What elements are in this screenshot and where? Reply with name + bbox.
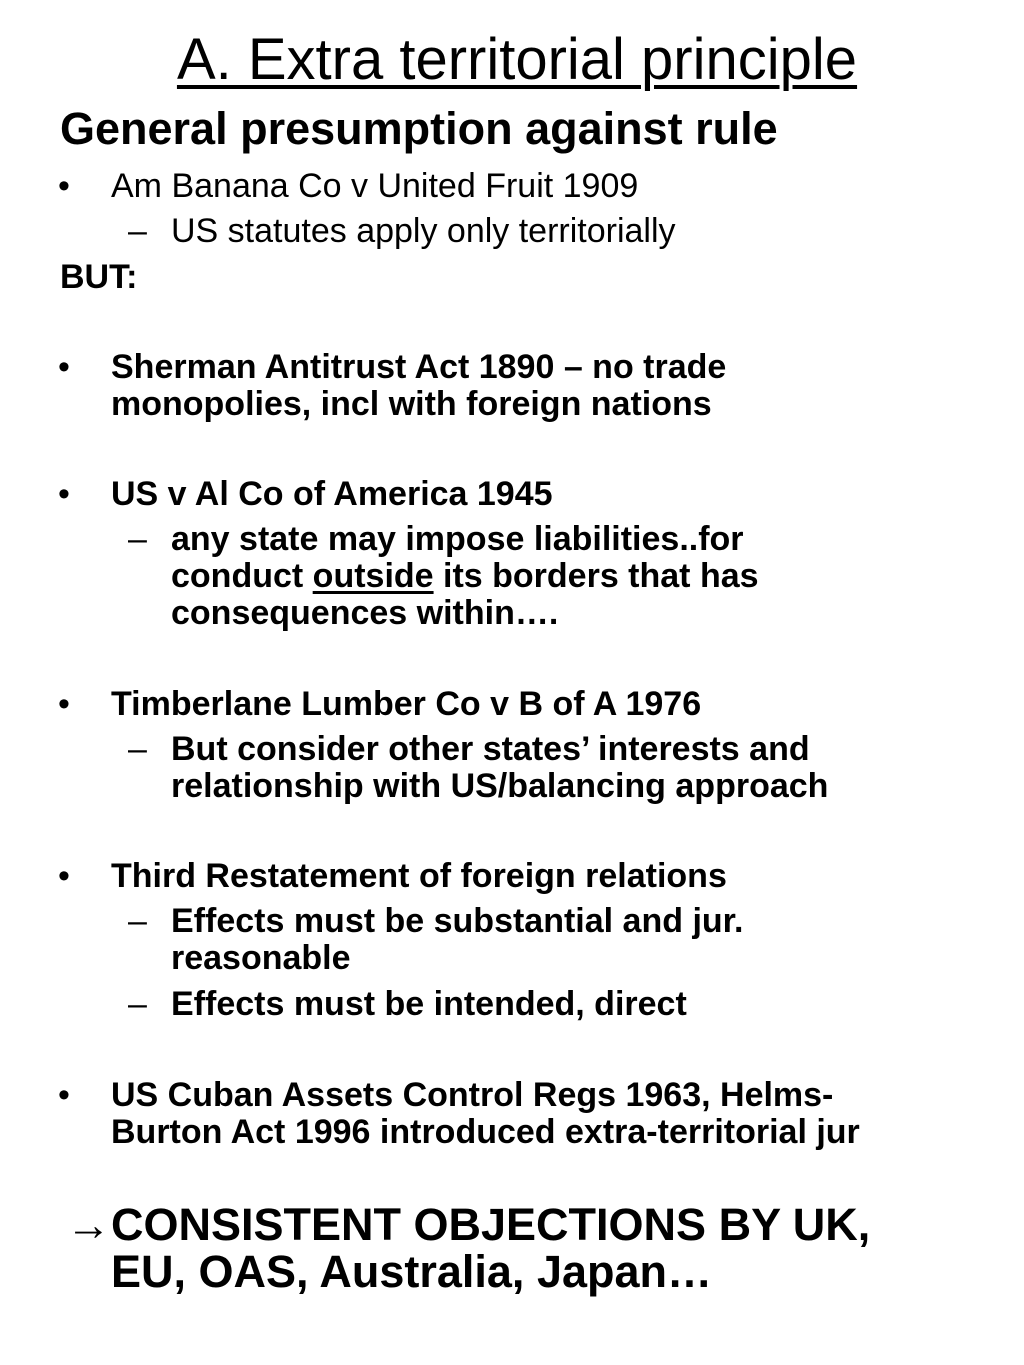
bullet-am-banana: Am Banana Co v United Fruit 1909 <box>111 167 639 205</box>
bullet-third-restatement: Third Restatement of foreign relations <box>111 857 727 895</box>
sub-third-1-line1: Effects must be substantial and jur. <box>171 902 744 940</box>
sub-alcoa-line2 <box>171 557 759 595</box>
bullet-marker: • <box>58 348 70 386</box>
sub-alcoa-line2-pre: conduct <box>171 557 313 595</box>
sub-third-2: Effects must be intended, direct <box>171 985 687 1023</box>
dash-marker: – <box>128 212 147 250</box>
bullet-sherman-line1: Sherman Antitrust Act 1890 – no trade <box>111 348 727 386</box>
dash-marker: – <box>128 985 147 1023</box>
subtitle: General presumption against rule <box>60 103 778 154</box>
bullet-sherman-line2: monopolies, incl with foreign nations <box>111 385 712 423</box>
conclusion-line2: EU, OAS, Australia, Japan… <box>111 1246 712 1297</box>
sub-alcoa-line3: consequences within…. <box>171 594 559 632</box>
dash-marker: – <box>128 520 147 558</box>
bullet-cuban-line2: Burton Act 1996 introduced extra-territorial jur <box>111 1113 860 1151</box>
bullet-marker: • <box>58 857 70 895</box>
bullet-marker: • <box>58 1076 70 1114</box>
dash-marker: – <box>128 730 147 768</box>
sub-timberlane-line2: relationship with US/balancing approach <box>171 767 829 805</box>
arrow-icon: → <box>66 1199 111 1250</box>
dash-marker: – <box>128 902 147 940</box>
bullet-alcoa: US v Al Co of America 1945 <box>111 475 553 513</box>
sub-third-1-line2: reasonable <box>171 939 351 977</box>
bullet-marker: • <box>58 685 70 723</box>
sub-alcoa-line1: any state may impose liabilities..for <box>171 520 744 558</box>
sub-alcoa-line2-post: its borders that has <box>433 557 759 595</box>
sub-am-banana: US statutes apply only territorially <box>171 212 676 250</box>
conclusion-line1-text: CONSISTENT OBJECTIONS BY UK, <box>111 1199 871 1250</box>
but-label: BUT: <box>60 258 138 296</box>
slide-title: A. Extra territorial principle <box>176 27 858 92</box>
underlined-outside: outside <box>312 557 434 595</box>
bullet-marker: • <box>58 167 70 205</box>
sub-timberlane-line1: But consider other states’ interests and <box>171 730 810 768</box>
bullet-timberlane: Timberlane Lumber Co v B of A 1976 <box>111 685 702 723</box>
conclusion-line1 <box>66 1199 871 1250</box>
bullet-cuban-line1: US Cuban Assets Control Regs 1963, Helms- <box>111 1076 834 1114</box>
bullet-marker: • <box>58 475 70 513</box>
